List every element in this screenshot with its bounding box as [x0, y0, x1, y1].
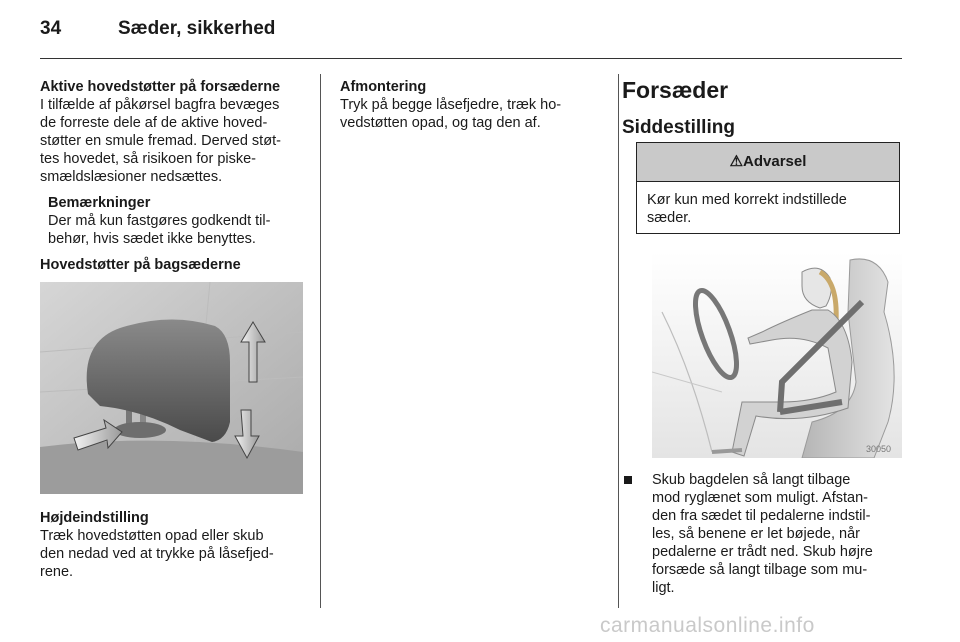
text-line: smældslæsioner nedsættes.	[40, 169, 223, 185]
text-line: vedstøtten opad, og tag den af.	[340, 115, 541, 131]
text-line: støtter en smule fremad. Derved støt-	[40, 133, 281, 149]
bullet-line: den fra sædet til pedalerne indstil-	[652, 508, 871, 524]
bullet-line: ligt.	[652, 580, 675, 596]
bullet-line: les, så benene er let bøjede, når	[652, 526, 860, 542]
page-number: 34	[40, 18, 62, 39]
header-rule	[40, 58, 902, 59]
active-headrest-heading: Aktive hovedstøtter på forsæderne	[40, 79, 281, 95]
warning-header	[637, 143, 899, 182]
warning-icon: ⚠	[729, 153, 744, 170]
text-line: Træk hovedstøtten opad eller skub	[40, 528, 264, 544]
text-line: de forreste dele af de aktive hoved-	[40, 115, 268, 131]
removal-heading: Afmontering	[340, 79, 427, 95]
column-1	[40, 78, 306, 274]
front-seats-title: Forsæder	[622, 77, 729, 103]
seating-position-subtitle: Siddestilling	[622, 117, 735, 138]
headrest-guide	[114, 422, 166, 438]
column-1-lower	[40, 509, 306, 581]
bullet-line: Skub bagdelen så langt tilbage	[652, 472, 851, 488]
note-line: behør, hvis sædet ikke benyttes.	[48, 231, 256, 247]
bullet-line: pedalerne er trådt ned. Skub højre	[652, 544, 873, 560]
column-divider-1	[320, 74, 321, 608]
headrest-figure	[40, 282, 303, 494]
warning-line: sæder.	[647, 210, 692, 226]
warning-label: Advarsel	[743, 153, 807, 170]
warning-box	[636, 142, 900, 234]
warning-line: Kør kun med korrekt indstillede	[647, 192, 847, 208]
column-divider-2	[618, 74, 619, 608]
text-line: Tryk på begge låsefjedre, træk ho-	[340, 97, 562, 113]
pedal	[712, 450, 742, 452]
height-adjust-heading: Højdeindstilling	[40, 510, 149, 526]
column-2	[340, 78, 600, 132]
seat-position-figure	[652, 252, 902, 458]
bullet-text	[652, 471, 902, 597]
bullet-square-icon	[624, 476, 632, 484]
section-title: Sæder, sikkerhed	[118, 18, 276, 39]
text-line: den nedad ved at trykke på låsefjed-	[40, 546, 274, 562]
rear-headrest-heading: Hovedstøtter på bagsæderne	[40, 257, 241, 273]
figure-number: 30050	[866, 444, 892, 454]
page-header	[40, 18, 900, 46]
note-block	[48, 194, 306, 248]
warning-body	[637, 182, 899, 236]
bullet-item	[624, 471, 902, 597]
bullet-line: forsæde så langt tilbage som mu-	[652, 562, 868, 578]
watermark: carmanualsonline.info	[600, 614, 815, 637]
note-line: Der må kun fastgøres godkendt til-	[48, 213, 271, 229]
text-line: I tilfælde af påkørsel bagfra bevæges	[40, 97, 280, 113]
note-heading: Bemærkninger	[48, 195, 151, 211]
bullet-line: mod ryglænet som muligt. Afstan-	[652, 490, 868, 506]
text-line: rene.	[40, 564, 74, 580]
text-line: tes hovedet, så risikoen for piske-	[40, 151, 256, 167]
